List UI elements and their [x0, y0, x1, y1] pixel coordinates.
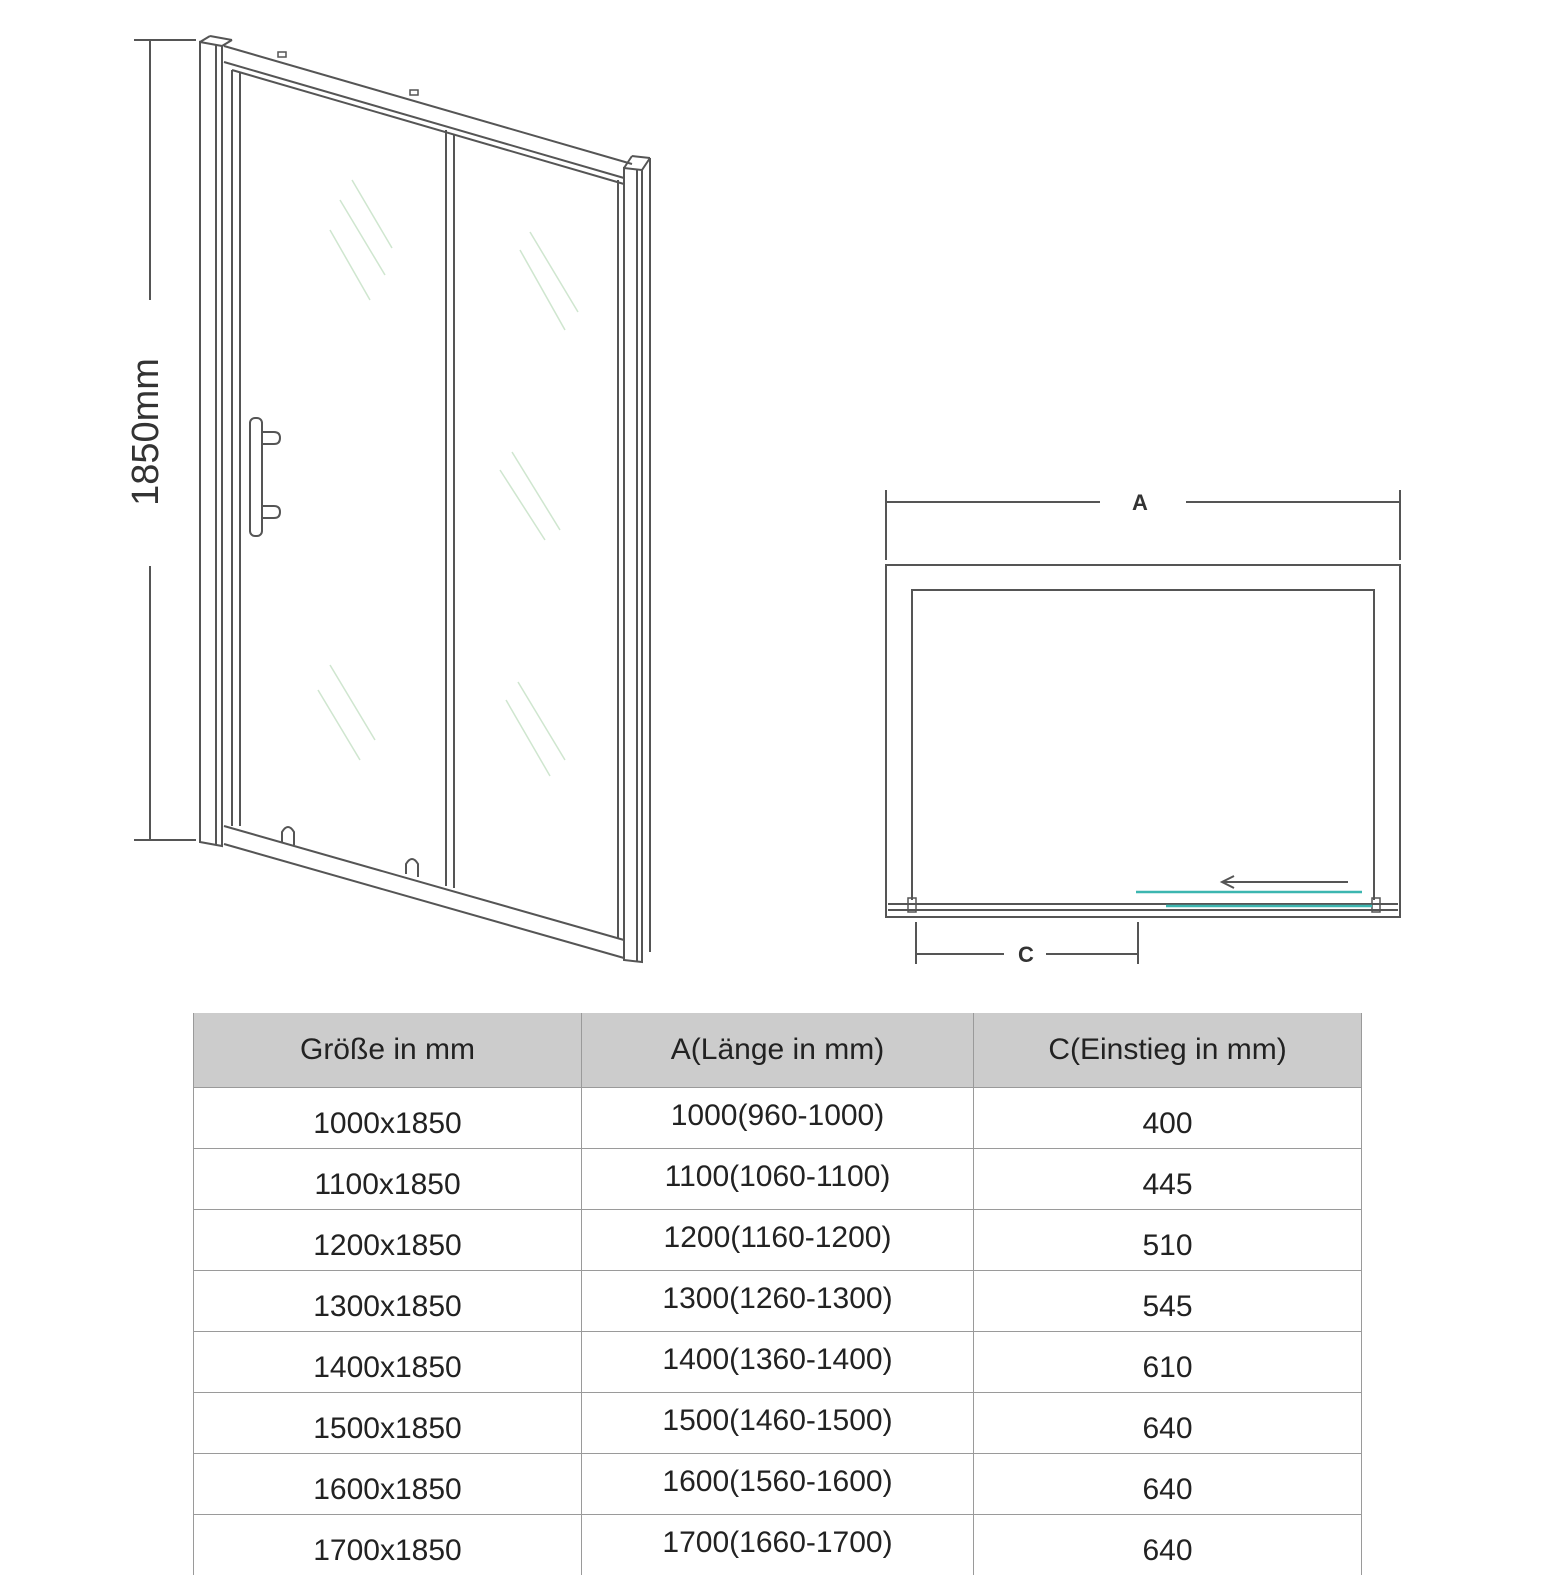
front-view: [134, 36, 650, 962]
header-size: Größe in mm: [194, 1013, 582, 1088]
table-row: [194, 1332, 1362, 1393]
cell-size: 1100x1850: [194, 1149, 582, 1210]
wall-profile-right: [624, 156, 650, 962]
table-row: [194, 1271, 1362, 1332]
cell-entry-c: 400: [974, 1088, 1362, 1149]
glass-reflection-marks: [318, 180, 578, 776]
wall-profile-left: [200, 36, 232, 846]
table-row: [194, 1210, 1362, 1271]
table-row: [194, 1393, 1362, 1454]
cell-length-a: 1000(960-1000): [582, 1088, 974, 1149]
cell-entry-c: 640: [974, 1393, 1362, 1454]
cell-size: 1600x1850: [194, 1454, 582, 1515]
height-dimension-label: 1850mm: [122, 322, 170, 542]
top-view: [886, 490, 1400, 964]
sliding-direction-arrow: [1222, 876, 1348, 888]
header-entry-c: C(Einstieg in mm): [974, 1013, 1362, 1088]
bottom-rollers: [282, 827, 418, 877]
cell-size: 1200x1850: [194, 1210, 582, 1271]
shower-tray-outline: [886, 565, 1400, 917]
cell-length-a: 1100(1060-1100): [582, 1149, 974, 1210]
cell-size: 1500x1850: [194, 1393, 582, 1454]
cell-entry-c: 640: [974, 1454, 1362, 1515]
header-length-a: A(Länge in mm): [582, 1013, 974, 1088]
table-header-row: [194, 1013, 1362, 1088]
cell-entry-c: 545: [974, 1271, 1362, 1332]
cell-length-a: 1200(1160-1200): [582, 1210, 974, 1271]
table-row: [194, 1088, 1362, 1149]
table-row: [194, 1515, 1362, 1575]
sliding-panel-divider: [446, 130, 454, 888]
cell-size: 1400x1850: [194, 1332, 582, 1393]
cell-length-a: 1700(1660-1700): [582, 1515, 974, 1575]
cell-entry-c: 610: [974, 1332, 1362, 1393]
cell-size: 1300x1850: [194, 1271, 582, 1332]
cell-length-a: 1500(1460-1500): [582, 1393, 974, 1454]
tray-inner-outline: [912, 590, 1374, 900]
cell-entry-c: 640: [974, 1515, 1362, 1575]
table-row: [194, 1454, 1362, 1515]
top-rail: [224, 46, 632, 184]
table-row: [194, 1149, 1362, 1210]
size-table: [193, 1013, 1362, 1575]
cell-length-a: 1400(1360-1400): [582, 1332, 974, 1393]
width-dimension-label: A: [1124, 490, 1156, 516]
cell-length-a: 1600(1560-1600): [582, 1454, 974, 1515]
bottom-rail: [224, 826, 624, 958]
cell-entry-c: 510: [974, 1210, 1362, 1271]
cell-length-a: 1300(1260-1300): [582, 1271, 974, 1332]
door-handle: [250, 418, 280, 536]
entry-dimension-label: C: [1010, 942, 1042, 968]
cell-size: 1000x1850: [194, 1088, 582, 1149]
cell-entry-c: 445: [974, 1149, 1362, 1210]
cell-size: 1700x1850: [194, 1515, 582, 1575]
